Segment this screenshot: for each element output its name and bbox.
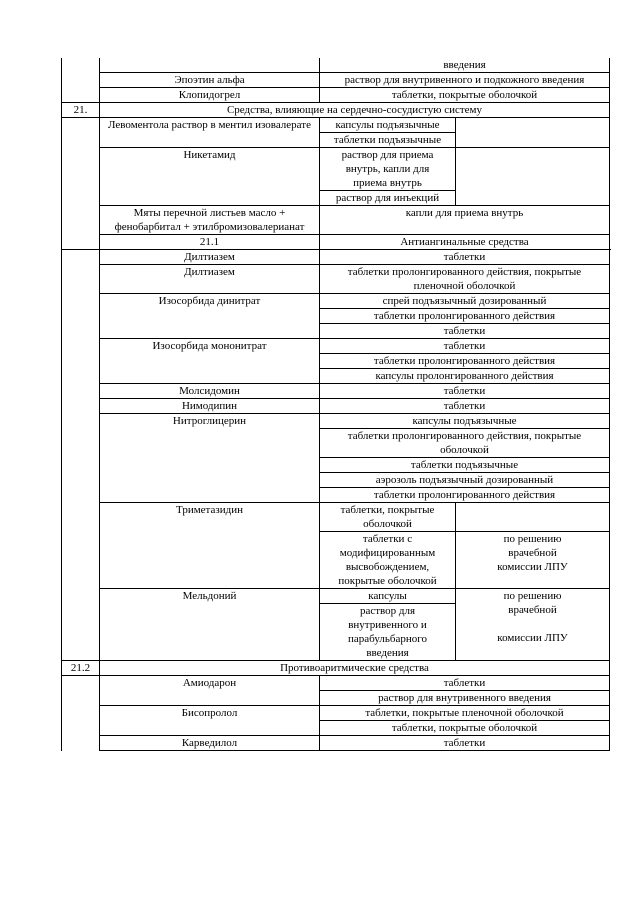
dosage-form-cell: таблетки подъязычные bbox=[320, 458, 610, 473]
dosage-form-cell: таблетки подъязычные bbox=[320, 133, 456, 148]
section-number-cell bbox=[62, 250, 100, 661]
section-header-row bbox=[62, 103, 610, 118]
drug-list-table-section-212 bbox=[61, 660, 610, 751]
note-cell bbox=[456, 148, 610, 206]
table-row bbox=[62, 265, 610, 294]
dosage-form-cell: таблетки bbox=[320, 384, 610, 399]
drug-name-cell: Карведилол bbox=[100, 736, 320, 751]
drug-name-cell: Мельдоний bbox=[100, 589, 320, 661]
drug-name-cell: Бисопролол bbox=[100, 706, 320, 736]
dosage-form-cell: спрей подъязычный дозированный bbox=[320, 294, 610, 309]
table-row bbox=[62, 88, 610, 103]
table-row bbox=[62, 206, 610, 235]
dosage-form-cell: раствор для внутривенного введения bbox=[320, 691, 610, 706]
table-row bbox=[62, 339, 610, 354]
table-row bbox=[62, 384, 610, 399]
section-header-row bbox=[62, 235, 610, 250]
dosage-form-cell: таблетки, покрытые оболочкой bbox=[320, 503, 456, 532]
table-row bbox=[62, 148, 610, 191]
section-number: 21. bbox=[62, 103, 100, 118]
table-row bbox=[62, 58, 610, 73]
dosage-form-cell: раствор для внутривенного и подкожного введения bbox=[320, 73, 610, 88]
drug-name-cell: Никетамид bbox=[100, 148, 320, 206]
section-number: 21.2 bbox=[62, 661, 100, 676]
dosage-form-cell: капли для приема внутрь bbox=[320, 206, 610, 235]
drug-name-cell: Левоментола раствор в ментил изовалерате bbox=[100, 118, 320, 148]
section-number-cell bbox=[62, 58, 100, 103]
drug-name-cell: Дилтиазем bbox=[100, 250, 320, 265]
dosage-form-cell: раствор для инъекций bbox=[320, 191, 456, 206]
dosage-form-cell: таблетки пролонгированного действия bbox=[320, 309, 610, 324]
dosage-form-cell: аэрозоль подъязычный дозированный bbox=[320, 473, 610, 488]
drug-name-cell: Молсидомин bbox=[100, 384, 320, 399]
note-line: по решению врачебной bbox=[503, 590, 562, 616]
table-row bbox=[62, 294, 610, 309]
drug-name-cell: Нитроглицерин bbox=[100, 414, 320, 503]
table-row bbox=[62, 503, 610, 532]
drug-name-cell: Нимодипин bbox=[100, 399, 320, 414]
dosage-form-cell: раствор для внутривенного и парабульбарного введения bbox=[320, 604, 456, 661]
table-row bbox=[62, 589, 610, 604]
dosage-form-cell: таблетки, покрытые оболочкой bbox=[320, 721, 610, 736]
dosage-form-cell: таблетки bbox=[320, 324, 610, 339]
dosage-form-cell: таблетки, покрытые пленочной оболочкой bbox=[320, 706, 610, 721]
drug-name-cell: Изосорбида динитрат bbox=[100, 294, 320, 339]
table-row bbox=[62, 414, 610, 429]
dosage-form-cell: таблетки, покрытые оболочкой bbox=[320, 88, 610, 103]
section-number-cell bbox=[62, 676, 100, 751]
dosage-form-cell: таблетки пролонгированного действия, покрытые пленочной оболочкой bbox=[320, 265, 610, 294]
drug-name-cell: Мяты перечной листьев масло + фенобарбитал + этилбромизовалерианат bbox=[100, 206, 320, 235]
drug-name-cell: Триметазидин bbox=[100, 503, 320, 589]
dosage-form-cell: введения bbox=[320, 58, 610, 73]
dosage-form-cell: таблетки bbox=[320, 676, 610, 691]
note-cell: по решению врачебной комиссии ЛПУ bbox=[456, 532, 610, 589]
dosage-form-cell: таблетки пролонгированного действия bbox=[320, 488, 610, 503]
dosage-form-cell: таблетки bbox=[320, 250, 610, 265]
section-title: Средства, влияющие на сердечно-сосудистую систему bbox=[100, 103, 610, 118]
dosage-form-cell: таблетки с модифицированным высвобождением, покрытые оболочкой bbox=[320, 532, 456, 589]
dosage-form-cell: таблетки bbox=[320, 736, 610, 751]
drug-name-cell: Эпоэтин альфа bbox=[100, 73, 320, 88]
note-cell bbox=[456, 589, 610, 661]
table-row bbox=[62, 706, 610, 721]
drug-name-cell bbox=[100, 58, 320, 73]
dosage-form-cell: таблетки пролонгированного действия, покрытые оболочкой bbox=[320, 429, 610, 458]
document-page bbox=[61, 58, 609, 751]
drug-list-table bbox=[61, 58, 610, 250]
section-header-row bbox=[62, 661, 610, 676]
table-row bbox=[62, 399, 610, 414]
drug-name-cell: Амиодарон bbox=[100, 676, 320, 706]
table-row bbox=[62, 250, 610, 265]
note-cell bbox=[456, 118, 610, 148]
drug-name-cell: Изосорбида мононитрат bbox=[100, 339, 320, 384]
table-row bbox=[62, 676, 610, 691]
table-row bbox=[62, 118, 610, 133]
table-row bbox=[62, 73, 610, 88]
note-line: комиссии ЛПУ bbox=[497, 632, 568, 644]
dosage-form-cell: капсулы подъязычные bbox=[320, 414, 610, 429]
dosage-form-cell: таблетки bbox=[320, 399, 610, 414]
dosage-form-cell: таблетки пролонгированного действия bbox=[320, 354, 610, 369]
drug-name-cell: Клопидогрел bbox=[100, 88, 320, 103]
drug-name-cell: Дилтиазем bbox=[100, 265, 320, 294]
section-number: 21.1 bbox=[100, 235, 320, 250]
note-cell bbox=[456, 503, 610, 532]
section-number-cell bbox=[62, 118, 100, 250]
dosage-form-cell: капсулы пролонгированного действия bbox=[320, 369, 610, 384]
table-row bbox=[62, 736, 610, 751]
dosage-form-cell: капсулы bbox=[320, 589, 456, 604]
dosage-form-cell: таблетки bbox=[320, 339, 610, 354]
section-title: Противоаритмические средства bbox=[100, 661, 610, 676]
drug-list-table-continued bbox=[61, 249, 610, 661]
dosage-form-cell: капсулы подъязычные bbox=[320, 118, 456, 133]
dosage-form-cell: раствор для приема внутрь, капли для приема внутрь bbox=[320, 148, 456, 191]
section-title: Антиангинальные средства bbox=[320, 235, 610, 250]
